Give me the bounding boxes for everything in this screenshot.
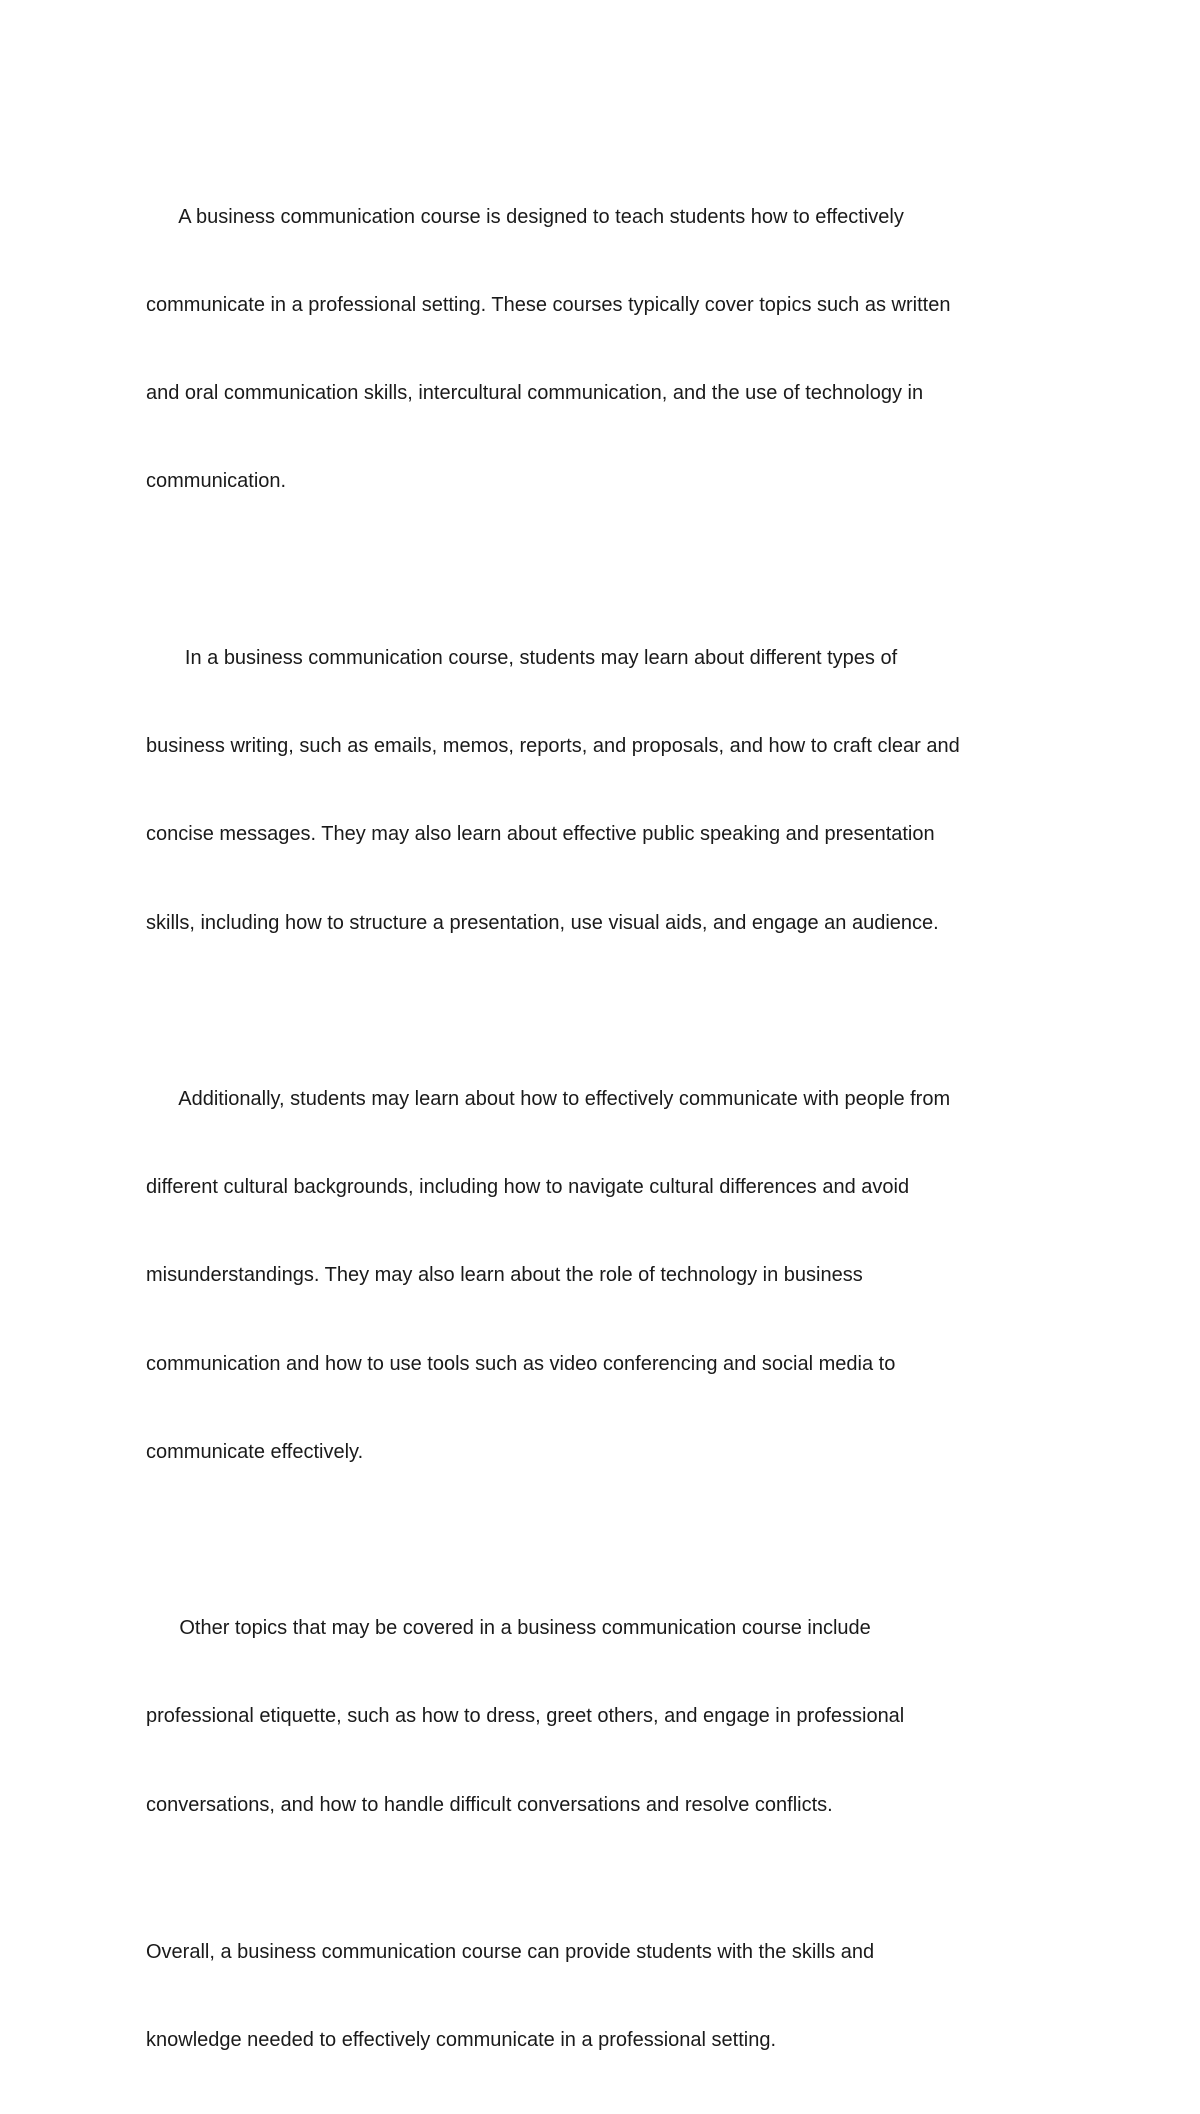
paragraph-overall-summary bbox=[146, 1879, 1066, 2114]
paragraph-line: communicate effectively. bbox=[146, 1440, 364, 1463]
paragraph-line: different cultural backgrounds, including how to navigate cultural differences and avoid bbox=[146, 1176, 910, 1199]
paragraph-writing-and-speaking bbox=[146, 585, 1066, 997]
paragraph-line: misunderstandings. They may also learn about the role of technology in business bbox=[146, 1264, 863, 1287]
paragraph-line: knowledge needed to effectively communicate in a professional setting. bbox=[146, 2028, 777, 2051]
paragraph-line: In a business communication course, students may learn about different types of bbox=[146, 646, 898, 669]
paragraph-line: skills, including how to structure a presentation, use visual aids, and engage an audience. bbox=[146, 911, 939, 934]
paragraph-line: concise messages. They may also learn about effective public speaking and presentation bbox=[146, 823, 935, 846]
paragraph-course-overview bbox=[146, 144, 1066, 556]
paragraph-other-topics bbox=[146, 1555, 1066, 1878]
paragraph-line: communication and how to use tools such as video conferencing and social media to bbox=[146, 1352, 896, 1375]
paragraph-line: business writing, such as emails, memos, reports, and proposals, and how to craft clear and bbox=[146, 735, 960, 758]
paragraph-line: communication. bbox=[146, 470, 287, 493]
paragraph-line: professional etiquette, such as how to dress, greet others, and engage in professional bbox=[146, 1705, 905, 1728]
paragraph-line: communicate in a professional setting. These courses typically cover topics such as written bbox=[146, 294, 951, 317]
paragraph-line: A business communication course is designed to teach students how to effectively bbox=[146, 205, 904, 228]
paragraph-line: Other topics that may be covered in a business communication course include bbox=[146, 1617, 871, 1640]
paragraph-line: Additionally, students may learn about how to effectively communicate with people from bbox=[146, 1087, 951, 1110]
paragraph-line: Overall, a business communication course can provide students with the skills and bbox=[146, 1940, 875, 1963]
paragraph-line: and oral communication skills, intercultural communication, and the use of technology in bbox=[146, 382, 924, 405]
paragraph-intercultural-and-technology bbox=[146, 1026, 1066, 1526]
paragraph-line: conversations, and how to handle difficult conversations and resolve conflicts. bbox=[146, 1793, 833, 1816]
document-body bbox=[146, 144, 1066, 2114]
